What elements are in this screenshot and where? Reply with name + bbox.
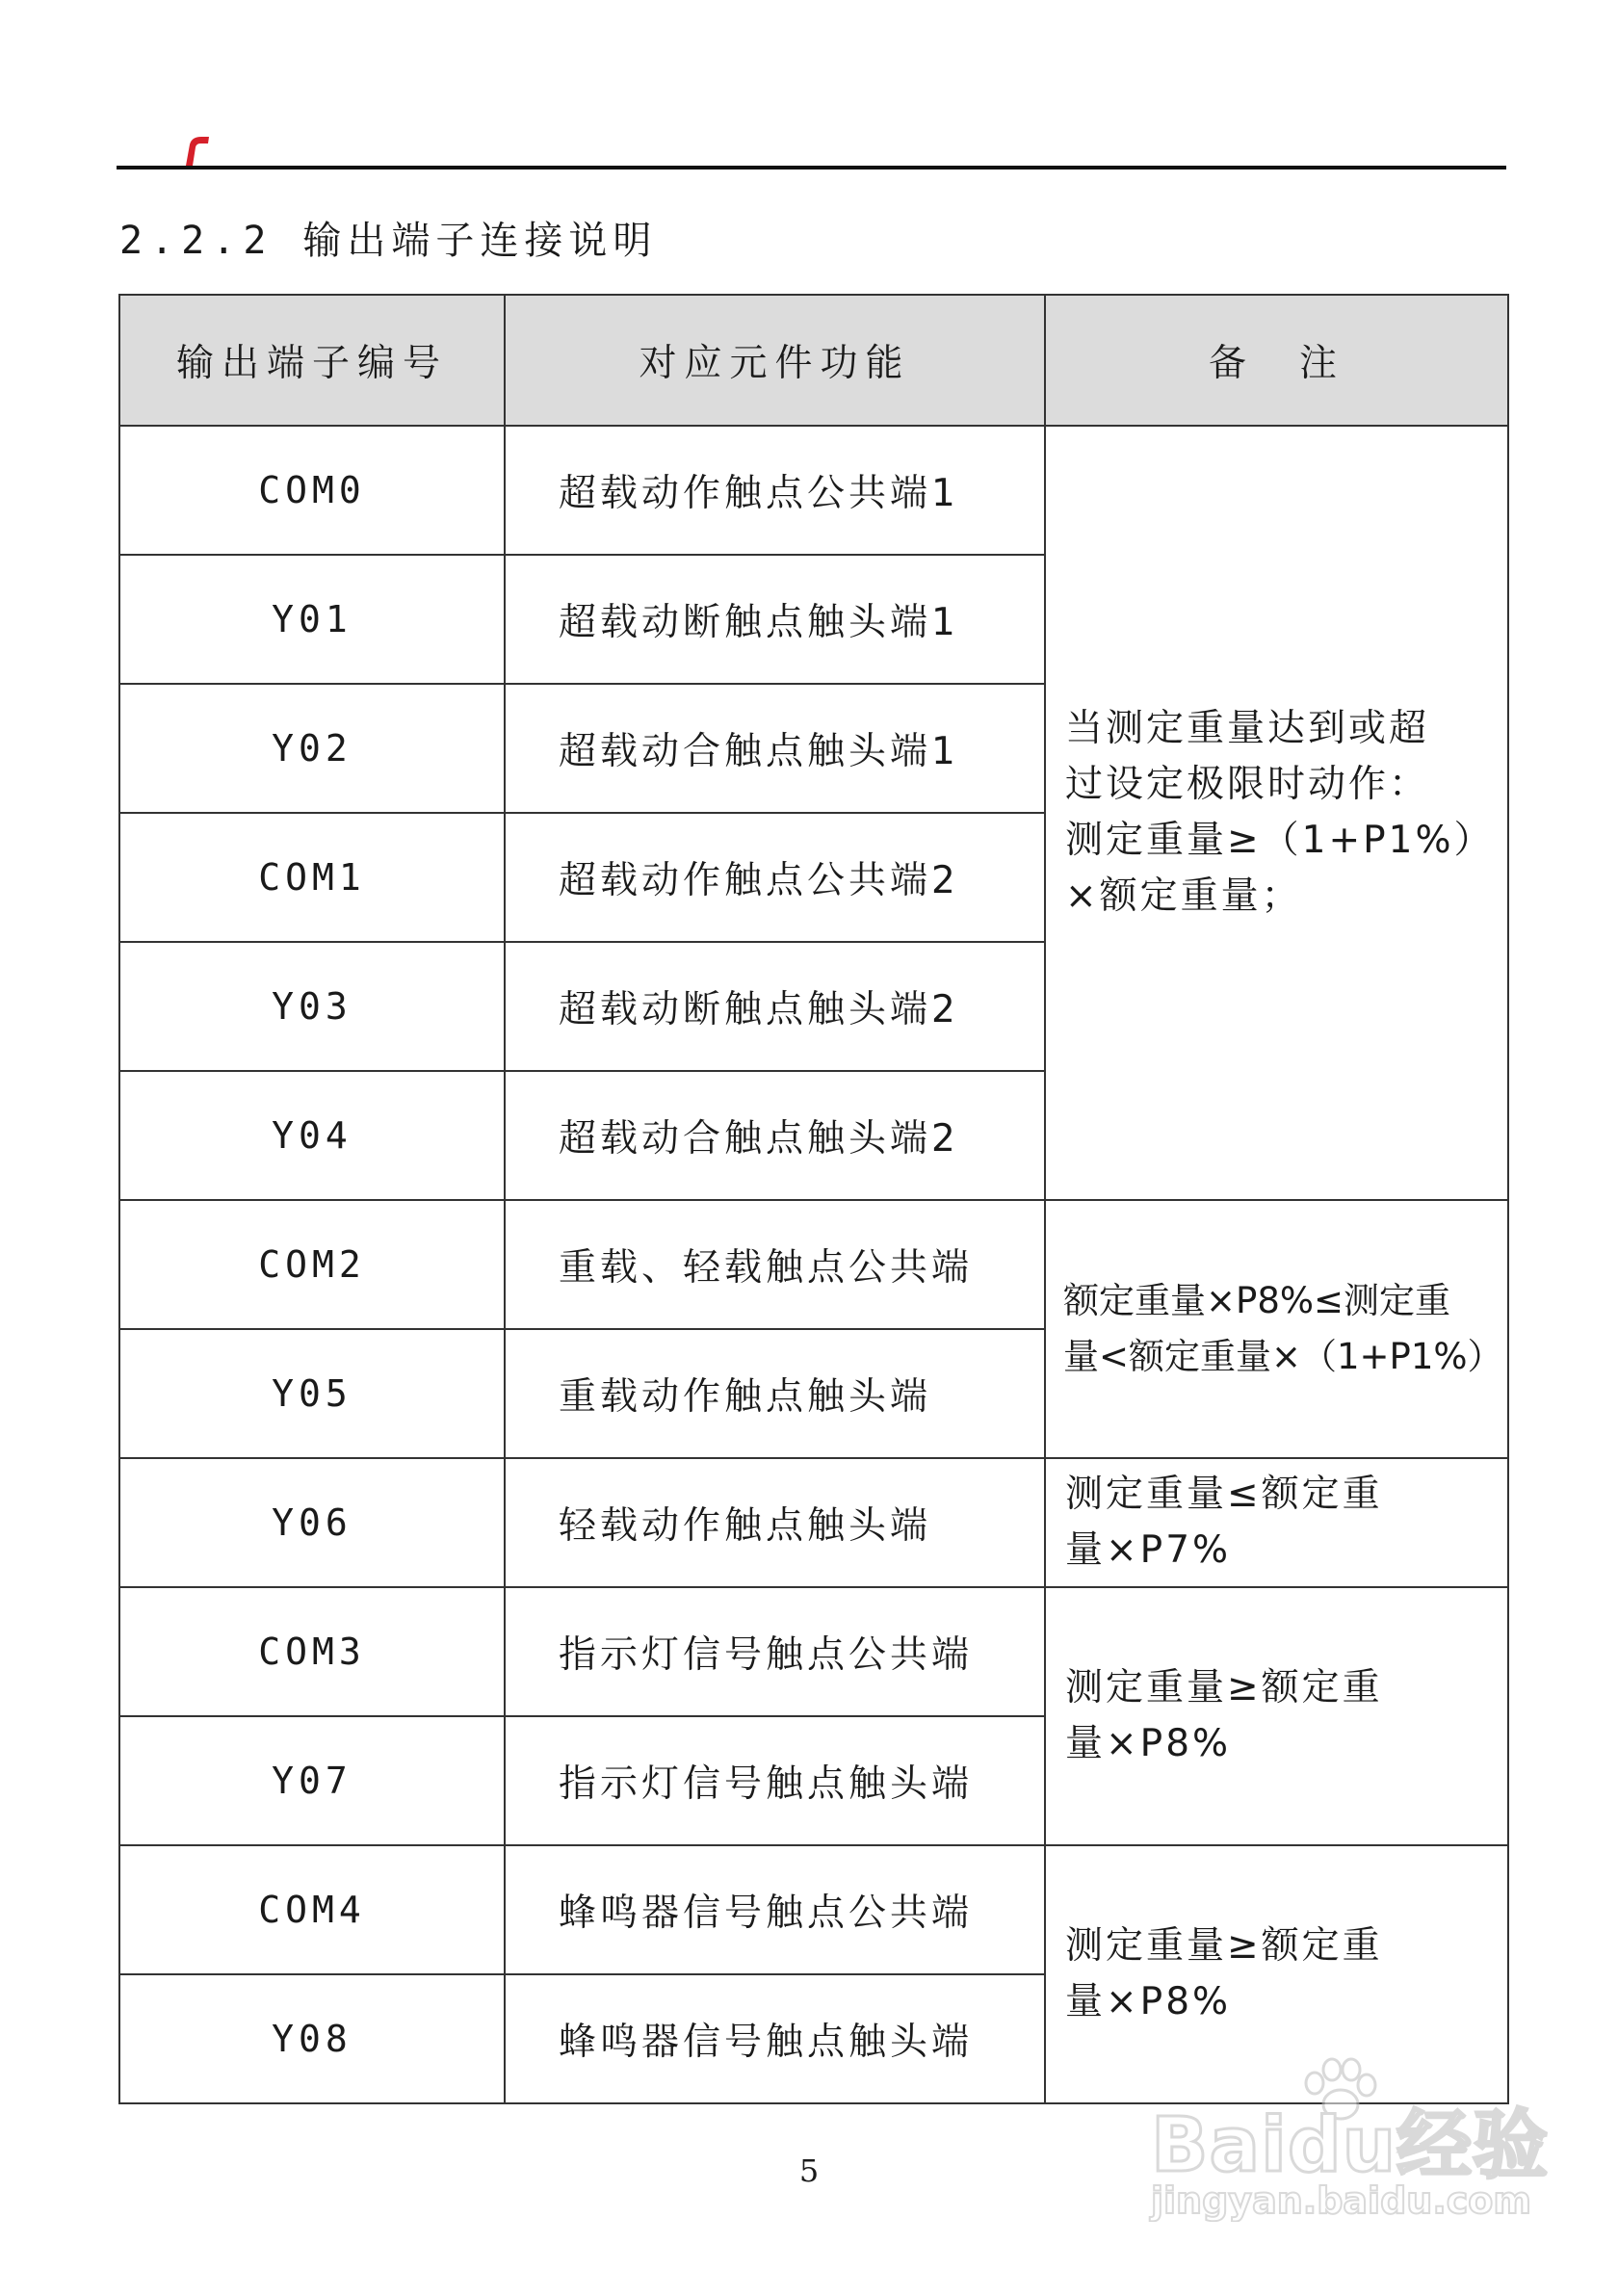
terminal-function: 蜂鸣器信号触点触头端 [505,1974,1045,2103]
terminal-code: Y04 [119,1071,505,1200]
remark-heavy-load: 额定重量×P8%≤测定重 量<额定重量×（1+P1%） [1045,1200,1508,1458]
remark-overload: 当测定重量达到或超 过设定极限时动作： 测定重量≥（1+P1%） ×额定重量； [1045,426,1508,1200]
terminal-function: 轻载动作触点触头端 [505,1458,1045,1587]
section-heading [119,214,657,268]
table-row [119,1458,1508,1587]
terminal-code: COM0 [119,426,505,555]
page-number: 5 [798,2152,820,2189]
table-header-row [119,295,1508,426]
terminal-function: 超载动合触点触头端2 [505,1071,1045,1200]
terminal-code: COM3 [119,1587,505,1716]
brand-logo-icon [182,135,211,166]
header-terminal-code: 输出端子编号 [119,295,505,426]
terminal-function: 指示灯信号触点公共端 [505,1587,1045,1716]
terminal-function: 超载动断触点触头端1 [505,555,1045,684]
watermark-brand: Baidu经验 [1151,2102,1550,2189]
header-function: 对应元件功能 [505,295,1045,426]
section-title: 输出端子连接说明 [302,219,658,263]
terminal-code: COM4 [119,1845,505,1974]
terminal-function: 重载、轻载触点公共端 [505,1200,1045,1329]
terminal-code: COM1 [119,813,505,942]
terminal-function: 蜂鸣器信号触点公共端 [505,1845,1045,1974]
remark-buzzer: 测定重量≥额定重 量×P8% [1045,1845,1508,2103]
terminal-code: Y08 [119,1974,505,2103]
terminal-function: 指示灯信号触点触头端 [505,1716,1045,1845]
table-row [119,1200,1508,1329]
terminal-code: Y05 [119,1329,505,1458]
output-terminal-table [118,294,1507,2087]
terminal-function: 超载动作触点公共端2 [505,813,1045,942]
watermark [1151,2056,1550,2249]
terminal-code: Y02 [119,684,505,813]
terminal-code: Y03 [119,942,505,1071]
table-row [119,1845,1508,1974]
terminal-function: 超载动作触点公共端1 [505,426,1045,555]
remark-indicator-light: 测定重量≥额定重 量×P8% [1045,1587,1508,1845]
terminal-code: Y07 [119,1716,505,1845]
section-number: 2.2.2 [119,219,274,263]
header-rule [117,166,1506,170]
table-row [119,1587,1508,1716]
terminal-function: 超载动合触点触头端1 [505,684,1045,813]
remark-light-load: 测定重量≤额定重 量×P7% [1045,1458,1508,1587]
header-remarks: 备 注 [1045,295,1508,426]
terminal-function: 超载动断触点触头端2 [505,942,1045,1071]
terminal-code: Y01 [119,555,505,684]
terminal-code: Y06 [119,1458,505,1587]
table-row [119,426,1508,555]
terminal-code: COM2 [119,1200,505,1329]
watermark-url: jingyan.baidu.com [1151,2179,1531,2222]
terminal-function: 重载动作触点触头端 [505,1329,1045,1458]
